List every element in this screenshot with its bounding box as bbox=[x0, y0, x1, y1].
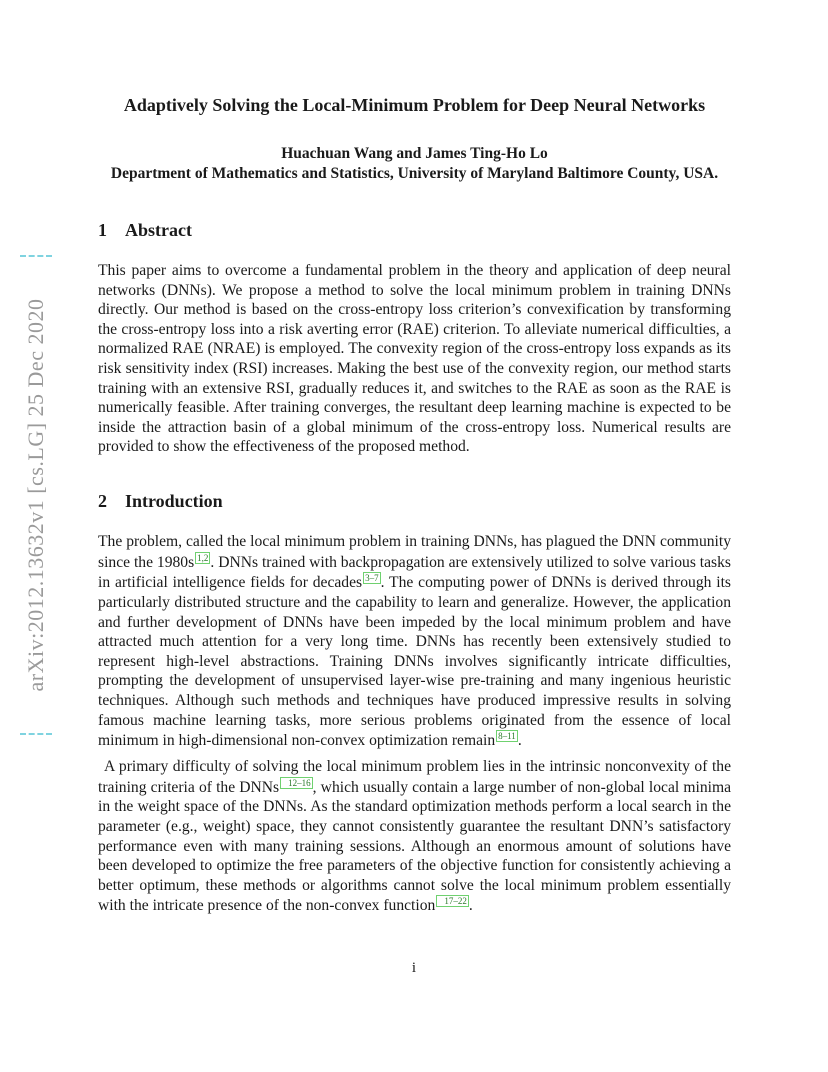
citation-link[interactable]: 1,2 bbox=[197, 552, 209, 563]
intro-paragraph bbox=[98, 757, 731, 916]
section-heading bbox=[98, 491, 731, 512]
citation-link[interactable]: 8–11 bbox=[498, 731, 516, 742]
intro-paragraph bbox=[98, 532, 731, 751]
text-segment: . bbox=[517, 732, 522, 750]
section-abstract bbox=[98, 220, 731, 457]
paper-page bbox=[98, 95, 731, 916]
section-heading bbox=[98, 220, 731, 241]
citation-link[interactable]: 17–22 bbox=[436, 895, 469, 907]
abstract-paragraph: This paper aims to overcome a fundamental problem in the theory and application of deep neural networks (DNNs). We propose a method to solve the local minimum problem in training DNNs directly. Our method is based on the cross-entropy loss criterion’s convexification by transforming the cross-entropy loss into a risk averting error (RAE) criterion. To alleviate numerical difficulties, a normalized RAE (NRAE) is employed. The convexity region of the cross-entropy loss expands as its risk sensitivity index (RSI) increases. Making the best use of the convexity region, our method starts training with an extensive RSI, gradually reduces it, and switches to the RAE as soon as the RAE is numerically feasible. After training converges, the resultant deep learning machine is expected to be inside the attraction basin of a global minimum of the cross-entropy loss. Numerical results are provided to show the effectiveness of the proposed method. bbox=[98, 262, 731, 456]
text-segment: The problem, called the local minimum problem in training DNNs, has plagued the DNN community since the 1980s bbox=[98, 532, 731, 571]
page-number: i bbox=[411, 960, 417, 976]
section-introduction bbox=[98, 491, 731, 916]
text-segment: A primary difficulty of solving the local minimum problem lies in the intrinsic nonconvexity of the training criteria of the DNNs bbox=[98, 758, 731, 796]
arxiv-stamp bbox=[20, 255, 52, 735]
author-block bbox=[98, 144, 731, 184]
text-segment: . bbox=[468, 897, 473, 915]
citation-link[interactable]: 3–7 bbox=[365, 573, 379, 584]
text-segment: . DNNs trained with backpropagation are extensively utilized to solve various tasks in artificial intelligence fields for decades bbox=[98, 553, 731, 592]
author-affiliation: Department of Mathematics and Statistics, University of Maryland Baltimore County, USA. bbox=[110, 165, 719, 182]
citation-link[interactable]: 12–16 bbox=[280, 777, 313, 789]
section-number: 2 bbox=[98, 490, 107, 511]
section-title: Abstract bbox=[125, 220, 192, 240]
section-title: Introduction bbox=[125, 490, 223, 511]
paper-title: Adaptively Solving the Local-Minimum Problem for Deep Neural Networks bbox=[123, 95, 706, 115]
author-names: Huachuan Wang and James Ting-Ho Lo bbox=[281, 145, 548, 162]
section-number: 1 bbox=[98, 220, 107, 240]
text-segment: , which usually contain a large number of non-global local minima in the weight space of the DNNs. As the standard optimization methods perform a local search in the parameter (e.g., weight) space, they cannot consistently guarantee the resultant DNN’s satisfactory performance even with many training sessions. Although an enormous amount of solutions have been developed to optimize the free parameters of the objective function for consistently achieving a better optimum, these methods or algorithms cannot solve the local minimum problem essentially with the intricate presence of the non-convex function bbox=[98, 778, 731, 915]
text-segment: . The computing power of DNNs is derived through its particularly distributed structure and the capability to learn and generalize. However, the application and further development of DNNs have been impeded by the local minimum problem and have attracted much attention for a very long time. DNNs has recently been extensively studied to represent high-level abstractions. Training DNNs involves significantly intricate difficulties, prompting the development of unsupervised layer-wise pre-training and many ingenious heuristic techniques. Although such methods and techniques have produced impressive results in solving famous machine learning tasks, more serious problems originated from the essence of local minimum in high-dimensional non-convex optimization remain bbox=[98, 574, 731, 750]
arxiv-identifier[interactable]: arXiv:2012.13632v1 [cs.LG] 25 Dec 2020 bbox=[23, 298, 48, 692]
